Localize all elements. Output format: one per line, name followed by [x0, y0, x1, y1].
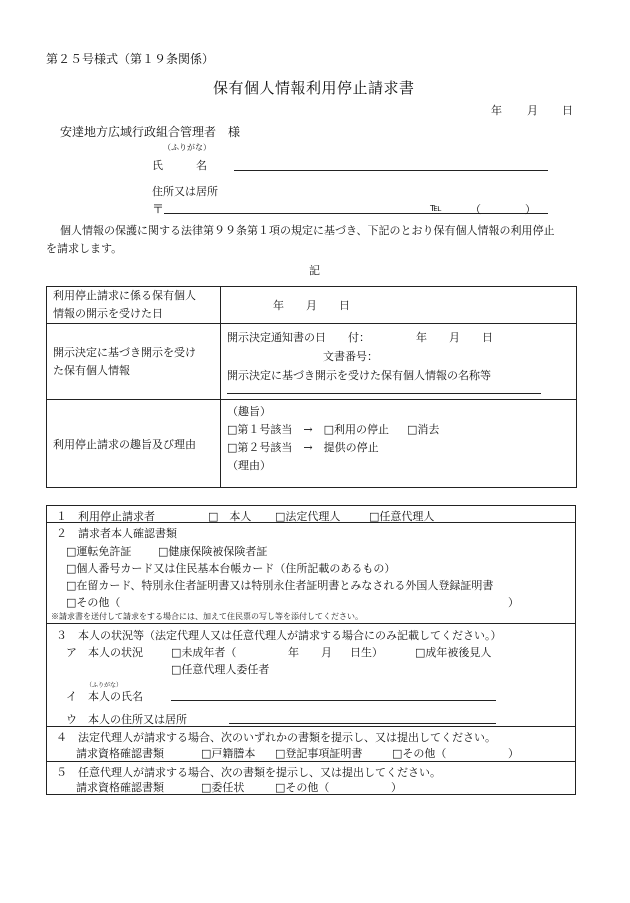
- section-4-other-checkbox[interactable]: □その他（: [392, 747, 447, 760]
- power-of-attorney-checkbox[interactable]: □委任状: [201, 781, 245, 794]
- health-insurance-checkbox[interactable]: □健康保険被保険者証: [158, 545, 268, 558]
- self-checkbox[interactable]: □ 本人: [208, 510, 252, 523]
- family-register-checkbox[interactable]: □戸籍謄本: [201, 747, 256, 760]
- other-doc-checkbox[interactable]: □その他（: [66, 596, 121, 609]
- page-title: 保有個人情報利用停止請求書: [213, 79, 415, 97]
- registry-cert-checkbox[interactable]: □登記事項証明書: [275, 747, 363, 760]
- disclosed-info-name-line[interactable]: [227, 385, 541, 394]
- section-5-docs-label: 請求資格確認書類: [76, 781, 164, 794]
- section-5-heading: ５ 任意代理人が請求する場合、次の書類を提示し、又は提出してください。: [56, 766, 441, 779]
- section-2-heading: ２ 請求者本人確認書類: [56, 527, 177, 540]
- section-5-other-checkbox[interactable]: □その他（: [275, 781, 330, 794]
- date-month[interactable]: 月: [527, 104, 538, 117]
- principal-status-label: ア 本人の状況: [66, 646, 143, 659]
- section-4-heading: ４ 法定代理人が請求する場合、次のいずれかの書類を提示し、又は提出してください。: [56, 731, 496, 744]
- section-2-note: ※請求書を送付して請求をする場合には、加えて住民票の写し等を添付してください。: [51, 612, 363, 621]
- section-4-docs-label: 請求資格確認書類: [76, 747, 164, 760]
- stop-use-checkbox[interactable]: □第１号該当 → □利用の停止: [227, 423, 390, 436]
- minor-birth-month: 月: [321, 646, 332, 659]
- section-4-other-close: ）: [508, 747, 519, 760]
- disclosure-date-field[interactable]: 年 月 日: [221, 287, 577, 324]
- addressee: 安達地方広域行政組合管理者 様: [60, 125, 241, 139]
- ki-mark: 記: [309, 264, 320, 277]
- disclosed-info-label: 開示決定に基づき開示を受け た保有個人情報: [47, 324, 221, 400]
- section-5-other-close: ）: [391, 781, 402, 794]
- postal-mark: 〒: [152, 202, 165, 216]
- address-label: 住所又は居所: [152, 185, 218, 198]
- minor-checkbox[interactable]: □未成年者（: [171, 646, 237, 659]
- intro-line-2: を請求します。: [46, 242, 123, 255]
- other-doc-close: ）: [508, 596, 519, 609]
- principal-name-furigana: （ふりがな）: [86, 682, 123, 689]
- stop-provision-checkbox[interactable]: □第２号該当 → 提供の停止: [227, 441, 379, 454]
- section-1-heading: １ 利用停止請求者: [56, 510, 155, 523]
- date-year[interactable]: 年: [491, 104, 502, 117]
- name-label: 氏 名: [152, 159, 207, 172]
- residence-card-checkbox[interactable]: □在留カード、特別永住者証明書又は特別永住者証明書とみなされる外国人登録証明書: [66, 579, 494, 592]
- principal-address-label: ウ 本人の住所又は居所: [66, 713, 187, 726]
- form-number: 第２５号様式（第１９条関係）: [46, 52, 215, 66]
- divider: [46, 623, 576, 624]
- divider: [46, 761, 576, 762]
- intro-line-1: 個人情報の保護に関する法律第９９条第１項の規定に基づき、下記のとおり保有個人情報の利用停止: [60, 224, 555, 237]
- principal-address-field[interactable]: [229, 723, 496, 724]
- tel-mark: ℡: [430, 201, 442, 214]
- voluntary-principal-checkbox[interactable]: □任意代理人委任者: [171, 663, 270, 676]
- purpose-reason-field[interactable]: （趣旨） □第１号該当 → □利用の停止 □消去 □第２号該当 → 提供の停止 （理由）: [221, 400, 577, 488]
- name-furigana-label: （ふりがな）: [163, 143, 211, 152]
- purpose-reason-label: 利用停止請求の趣旨及び理由: [47, 400, 221, 488]
- adult-ward-checkbox[interactable]: □成年被後見人: [415, 646, 492, 659]
- voluntary-agent-checkbox[interactable]: □任意代理人: [369, 510, 435, 523]
- legal-agent-checkbox[interactable]: □法定代理人: [275, 510, 341, 523]
- name-field[interactable]: [234, 170, 548, 171]
- section-3-heading: ３ 本人の状況等（法定代理人又は任意代理人が請求する場合にのみ記載してください。）: [56, 629, 502, 642]
- drivers-license-checkbox[interactable]: □運転免許証: [66, 545, 132, 558]
- principal-name-field[interactable]: [171, 700, 496, 701]
- erase-checkbox[interactable]: □消去: [407, 423, 440, 436]
- date-day[interactable]: 日: [562, 104, 573, 117]
- principal-name-label: イ 本人の氏名: [66, 690, 143, 703]
- disclosed-info-field[interactable]: 開示決定通知書の日 付： 年 月 日 文書番号： 開示決定に基づき開示を受けた保有個人情報の名称等: [221, 324, 577, 400]
- request-detail-table: [46, 286, 577, 488]
- mynumber-card-checkbox[interactable]: □個人番号カード又は住民基本台帳カード（住所記載のあるもの）: [66, 562, 396, 575]
- tel-field[interactable]: （ ）: [470, 203, 536, 216]
- disclosure-date-label: 利用停止請求に係る保有個人 情報の開示を受けた日: [47, 287, 221, 324]
- minor-birth-year: 年: [288, 646, 299, 659]
- minor-birth-day: 日生）: [350, 646, 383, 659]
